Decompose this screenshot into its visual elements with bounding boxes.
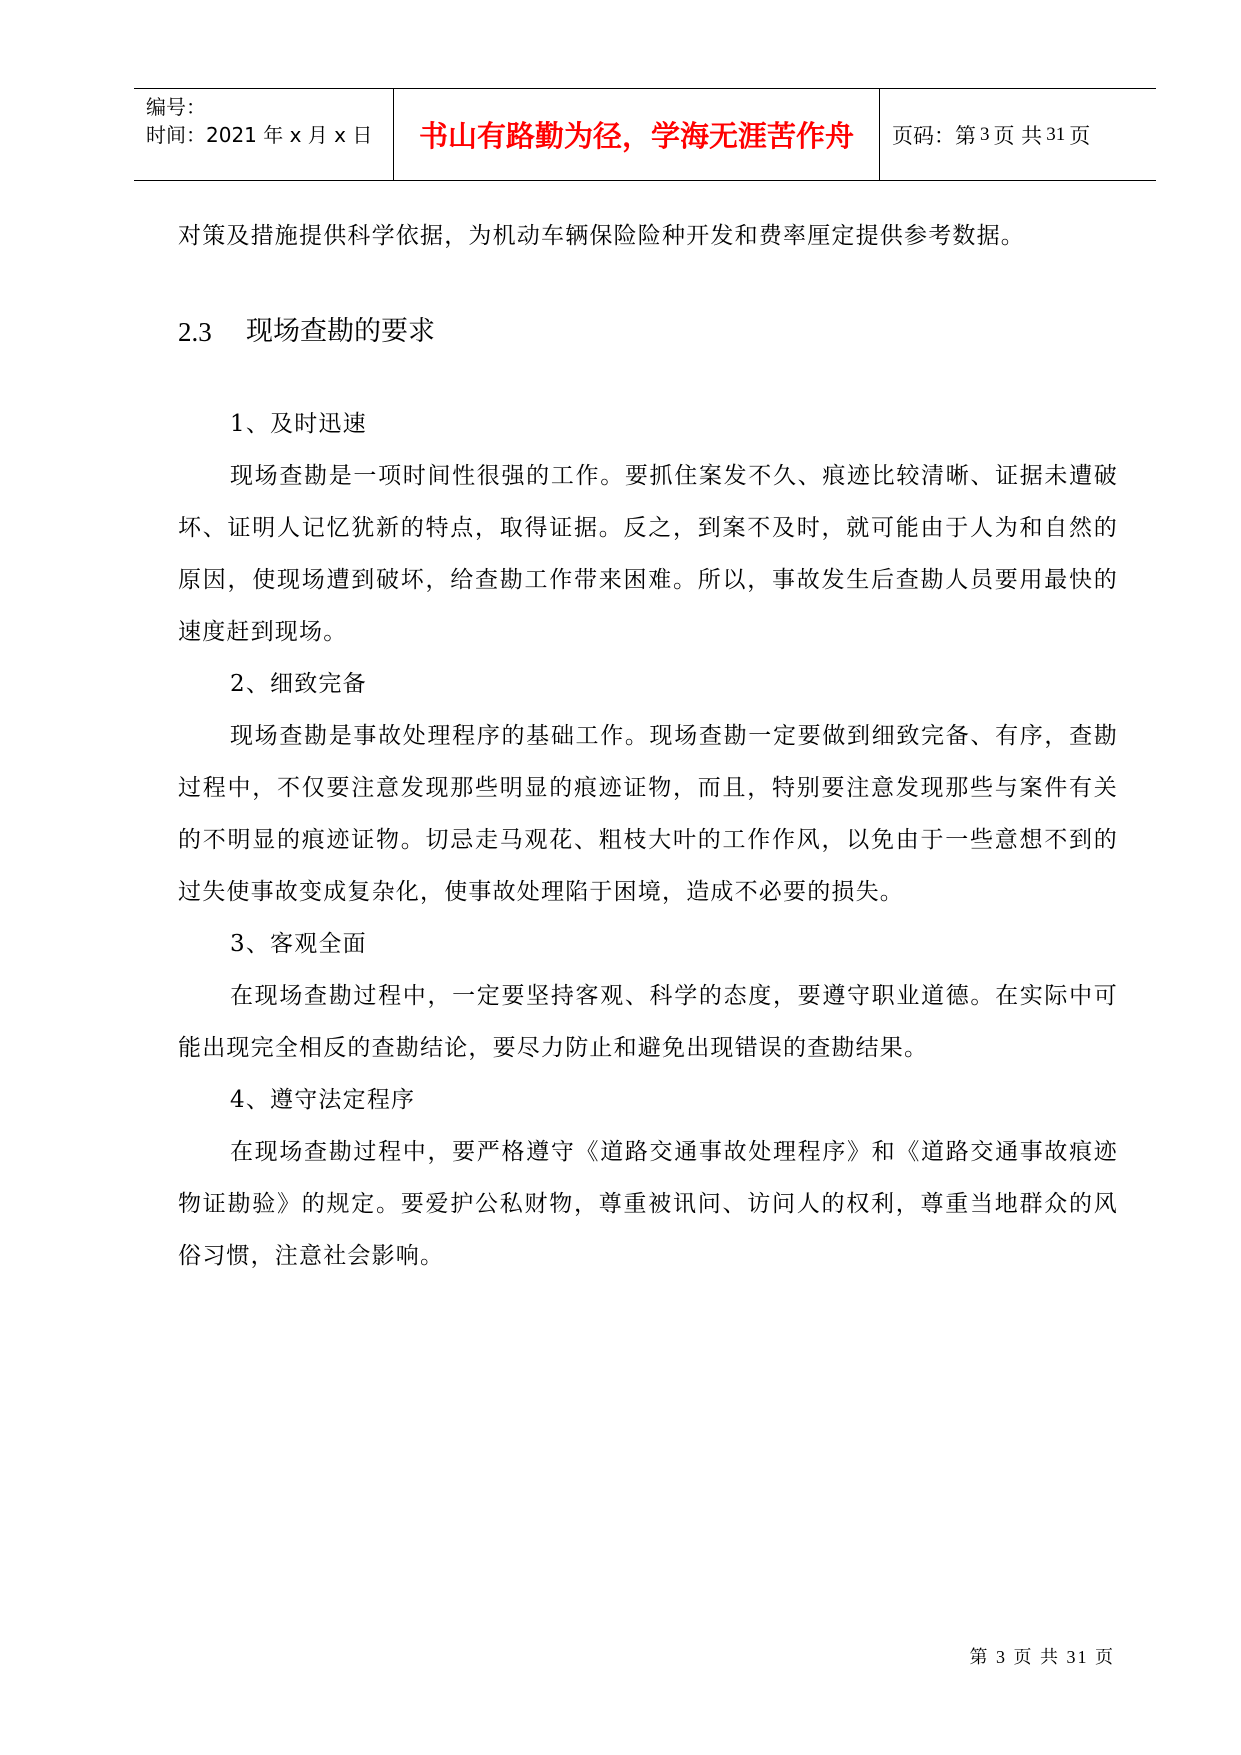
intro-paragraph: 对策及措施提供科学依据，为机动车辆保险险种开发和费率厘定提供参考数据。	[178, 223, 1025, 249]
page-prefix: 页码：第	[892, 123, 976, 148]
page-current: 3	[980, 123, 990, 145]
time-label: 时间：2021 年 x 月 x 日	[146, 123, 373, 147]
section-heading	[178, 306, 1118, 358]
section-title: 现场查勘的要求	[246, 316, 435, 347]
item-heading: 2、细致完备	[230, 671, 367, 697]
item-heading: 4、遵守法定程序	[230, 1087, 416, 1113]
page-mid: 页 共	[993, 123, 1043, 148]
code-label: 编号：	[146, 95, 206, 119]
section-number: 2.3	[178, 317, 212, 347]
item-heading: 1、及时迅速	[230, 411, 367, 437]
item-paragraph: 在现场查勘过程中，一定要坚持客观、科学的态度，要遵守职业道德。在实际中可能出现完全相反的查勘结论，要尽力防止和避免出现错误的查勘结果。	[178, 983, 1118, 1061]
item-heading: 3、客观全面	[230, 931, 367, 957]
header-meta	[134, 89, 394, 180]
page-header	[134, 88, 1156, 181]
header-motto: 书山有路勤为径，学海无涯苦作舟	[394, 89, 880, 180]
page-total: 31	[1046, 123, 1066, 145]
item-paragraph: 在现场查勘过程中，要严格遵守《道路交通事故处理程序》和《道路交通事故痕迹物证勘验》的规定。要爱护公私财物，尊重被讯问、访问人的权利，尊重当地群众的风俗习惯，注意社会影响。	[178, 1139, 1118, 1269]
page-suffix: 页	[1069, 123, 1091, 148]
item-paragraph: 现场查勘是一项时间性很强的工作。要抓住案发不久、痕迹比较清晰、证据未遭破坏、证明人记忆犹新的特点，取得证据。反之，到案不及时，就可能由于人为和自然的原因，使现场遭到破坏，给查勘工作带来困难。所以，事故发生后查勘人员要用最快的速度赶到现场。	[178, 463, 1118, 645]
item-paragraph: 现场查勘是事故处理程序的基础工作。现场查勘一定要做到细致完备、有序，查勘过程中，不仅要注意发现那些明显的痕迹证物，而且，特别要注意发现那些与案件有关的不明显的痕迹证物。切忌走马观花、粗枝大叶的工作作风，以免由于一些意想不到的过失使事故变成复杂化，使事故处理陷于困境，造成不必要的损失。	[178, 723, 1118, 905]
document-body	[178, 210, 1118, 1282]
page-footer: 第 3 页 共 31 页	[969, 1647, 1115, 1667]
header-page-info	[880, 89, 1156, 180]
